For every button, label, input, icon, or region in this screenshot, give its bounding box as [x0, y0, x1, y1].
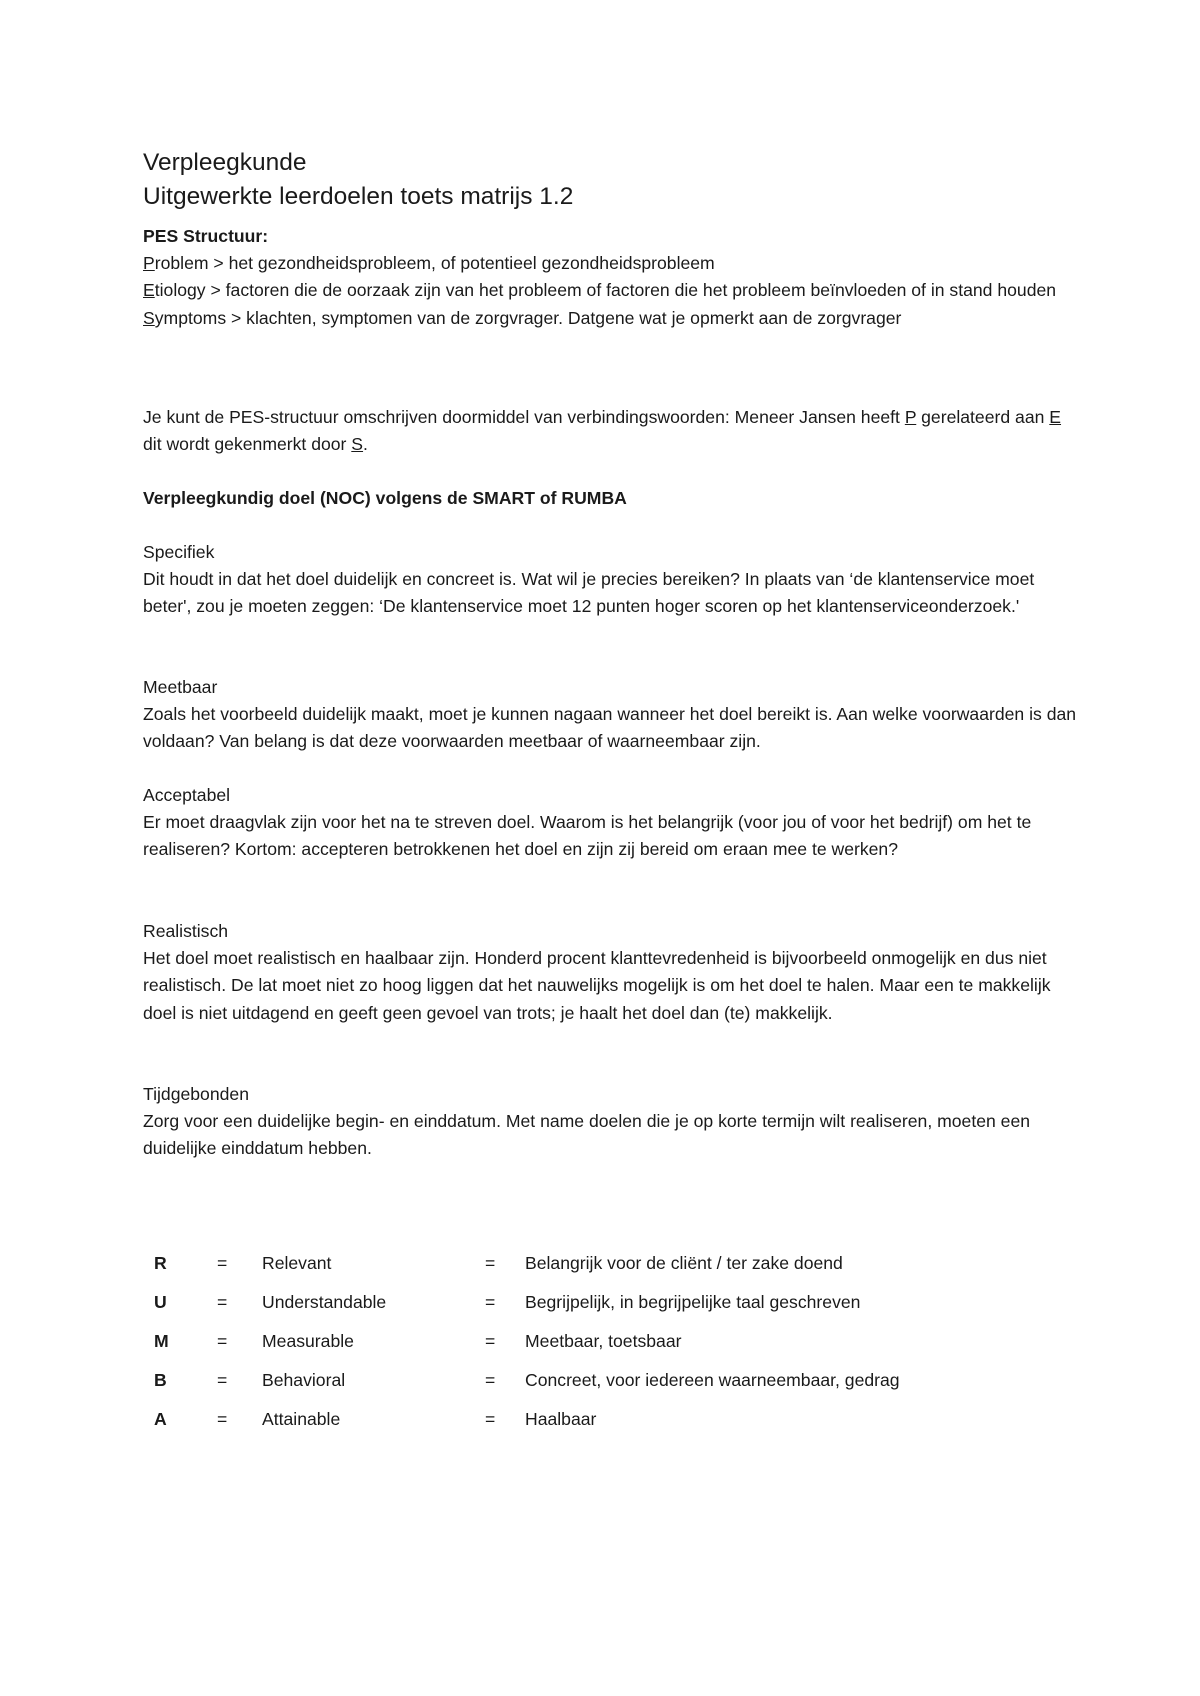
pes-etiology-text: tiology > factoren die de oorzaak zijn van het probleem of factoren die het probleem beïnvloeden of in stand houden: [154, 280, 1057, 301]
pes-problem-text: roblem > het gezondheidsprobleem, of potentieel gezondheidsprobleem: [154, 253, 715, 274]
smart-item-realistisch: [143, 918, 1083, 1027]
rumba-equals: =: [485, 1253, 496, 1273]
rumba-equals: =: [485, 1370, 496, 1390]
document-subtitle: Uitgewerkte leerdoelen toets matrijs 1.2: [143, 183, 574, 210]
smart-item-tijdgebonden: [143, 1081, 1083, 1163]
table-row: [143, 1283, 1043, 1322]
rumba-meaning: Concreet, voor iedereen waarneembaar, gedrag: [525, 1370, 900, 1390]
rumba-letter: U: [154, 1292, 167, 1312]
rumba-equals: =: [217, 1409, 228, 1429]
smart-term: Realistisch: [143, 921, 229, 941]
table-row: [143, 1322, 1043, 1361]
smart-term: Specifiek: [143, 542, 215, 562]
rumba-term: Attainable: [262, 1409, 341, 1429]
pes-problem: [143, 250, 1083, 277]
pes-etiology-initial: E: [143, 280, 155, 301]
table-row: [143, 1361, 1043, 1400]
pes-sentence: [143, 404, 1083, 458]
pes-heading: PES Structuur:: [143, 226, 269, 246]
pes-sentence-p: P: [904, 407, 917, 427]
smart-text: Het doel moet realistisch en haalbaar zijn. Honderd procent klanttevredenheid is bijvoorbeeld onmogelijk en dus niet realistisch. De lat moet niet zo hoog liggen dat het nauwelijks mogelijk is om het doel te halen. Maar een te makkelijk doel is niet uitdagend en geeft geen gevoel van trots; je haalt het doel dan (te) makkelijk.: [143, 948, 1051, 1023]
smart-item-acceptabel: [143, 782, 1083, 864]
rumba-equals: =: [485, 1409, 496, 1429]
smart-item-specifiek: [143, 539, 1083, 621]
smart-term: Acceptabel: [143, 785, 231, 805]
pes-sentence-e: E: [1049, 407, 1062, 427]
rumba-meaning: Begrijpelijk, in begrijpelijke taal geschreven: [525, 1292, 861, 1312]
rumba-equals: =: [485, 1331, 496, 1351]
smart-text: Er moet draagvlak zijn voor het na te streven doel. Waarom is het belangrijk (voor jou of voor het bedrijf) om het te realiseren? Kortom: accepteren betrokkenen het doel en zijn zij bereid om eraan mee te werken?: [143, 812, 1032, 860]
smart-text: Zorg voor een duidelijke begin- en einddatum. Met name doelen die je op korte termijn wilt realiseren, moeten een duidelijke einddatum hebben.: [143, 1111, 1031, 1159]
rumba-meaning: Meetbaar, toetsbaar: [525, 1331, 682, 1351]
rumba-equals: =: [485, 1292, 496, 1312]
document-title: Verpleegkunde: [143, 149, 307, 176]
pes-problem-initial: P: [143, 253, 155, 274]
rumba-table: [143, 1244, 1043, 1439]
pes-symptoms: [143, 305, 1083, 332]
rumba-equals: =: [217, 1292, 228, 1312]
smart-term: Meetbaar: [143, 677, 218, 697]
rumba-term: Understandable: [262, 1292, 387, 1312]
pes-symptoms-initial: S: [143, 307, 155, 328]
rumba-meaning: Haalbaar: [525, 1409, 597, 1429]
smart-text: Zoals het voorbeeld duidelijk maakt, moet je kunnen nagaan wanneer het doel bereikt is. Aan welke voorwaarden is dan voldaan? Van belang is dat deze voorwaarden meetbaar of waarneembaar zijn.: [143, 704, 1077, 752]
pes-sentence-s: S: [351, 434, 364, 455]
table-row: [143, 1400, 1043, 1439]
pes-symptoms-text: ymptoms > klachten, symptomen van de zorgvrager. Datgene wat je opmerkt aan de zorgvrager: [154, 307, 902, 328]
smart-item-meetbaar: [143, 674, 1083, 756]
pes-sentence-part1: Je kunt de PES-structuur omschrijven doormiddel van verbindingswoorden: Meneer Jansen heeft: [143, 407, 905, 427]
pes-sentence-part3: dit wordt gekenmerkt door: [143, 434, 352, 455]
rumba-letter: A: [154, 1409, 167, 1429]
rumba-term: Behavioral: [262, 1370, 346, 1390]
rumba-letter: R: [154, 1253, 167, 1273]
pes-sentence-part4: .: [363, 434, 368, 455]
pes-sentence-paragraph: [143, 404, 1083, 458]
rumba-letter: M: [154, 1331, 169, 1351]
rumba-equals: =: [217, 1253, 228, 1273]
goal-heading: Verpleegkundig doel (NOC) volgens de SMART of RUMBA: [143, 488, 627, 508]
rumba-term: Relevant: [262, 1253, 332, 1273]
rumba-letter: B: [154, 1370, 167, 1390]
smart-text: Dit houdt in dat het doel duidelijk en concreet is. Wat wil je precies bereiken? In plaats van ‘de klantenservice moet beter', zou je moeten zeggen: ‘De klantenservice moet 12 punten hoger scoren op het klantenserviceonderzoek.': [143, 569, 1035, 617]
pes-section: [143, 223, 1083, 332]
rumba-term: Measurable: [262, 1331, 354, 1351]
rumba-meaning: Belangrijk voor de cliënt / ter zake doend: [525, 1253, 843, 1273]
pes-sentence-part2: gerelateerd aan: [916, 407, 1050, 427]
table-row: [143, 1244, 1043, 1283]
rumba-equals: =: [217, 1331, 228, 1351]
pes-etiology: [143, 277, 1083, 304]
smart-term: Tijdgebonden: [143, 1084, 249, 1104]
goal-heading-block: [143, 485, 1083, 512]
rumba-equals: =: [217, 1370, 228, 1390]
